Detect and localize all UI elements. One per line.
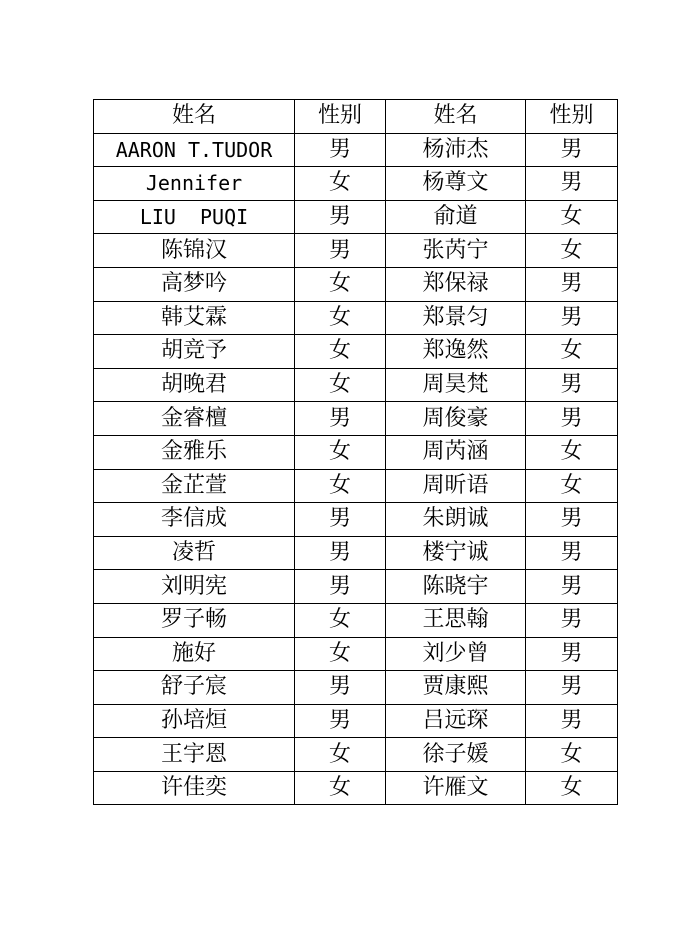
gender-right-cell: 男 — [526, 133, 618, 167]
name-right-cell: 王思翰 — [386, 603, 526, 637]
name-right-cell: 张芮宁 — [386, 234, 526, 268]
table-row — [94, 267, 618, 301]
gender-left-cell: 女 — [295, 771, 386, 805]
name-right-cell: 楼宁诚 — [386, 536, 526, 570]
gender-right-cell: 男 — [526, 704, 618, 738]
header-name-right: 姓名 — [386, 100, 526, 134]
gender-left-cell: 女 — [295, 435, 386, 469]
gender-left-cell: 男 — [295, 536, 386, 570]
name-right-cell: 郑景匀 — [386, 301, 526, 335]
table-row — [94, 435, 618, 469]
name-left-cell: 孙培烜 — [94, 704, 295, 738]
name-right-cell: 杨尊文 — [386, 167, 526, 201]
gender-right-cell: 女 — [526, 335, 618, 369]
name-left-cell: 胡竞予 — [94, 335, 295, 369]
table-body — [94, 133, 618, 805]
name-left-cell: 施好 — [94, 637, 295, 671]
name-left-cell: 许佳奕 — [94, 771, 295, 805]
gender-left-cell: 女 — [295, 368, 386, 402]
name-left-cell: Jennifer — [94, 167, 295, 201]
gender-left-cell: 女 — [295, 603, 386, 637]
gender-left-cell: 女 — [295, 267, 386, 301]
gender-right-cell: 男 — [526, 167, 618, 201]
table-row — [94, 234, 618, 268]
gender-left-cell: 男 — [295, 200, 386, 234]
name-right-cell: 俞道 — [386, 200, 526, 234]
table-header-row — [94, 100, 618, 134]
name-right-cell: 陈晓宇 — [386, 570, 526, 604]
table-row — [94, 536, 618, 570]
table-row — [94, 335, 618, 369]
gender-left-cell: 男 — [295, 671, 386, 705]
name-left-cell: 凌哲 — [94, 536, 295, 570]
gender-right-cell: 男 — [526, 402, 618, 436]
gender-right-cell: 男 — [526, 503, 618, 537]
gender-left-cell: 男 — [295, 570, 386, 604]
name-left-cell: 李信成 — [94, 503, 295, 537]
table-row — [94, 503, 618, 537]
header-gender-right: 性别 — [526, 100, 618, 134]
name-right-cell: 贾康熙 — [386, 671, 526, 705]
name-right-cell: 周芮涵 — [386, 435, 526, 469]
name-left-cell: 胡晚君 — [94, 368, 295, 402]
name-left-cell: 金睿檀 — [94, 402, 295, 436]
gender-right-cell: 男 — [526, 637, 618, 671]
gender-left-cell: 男 — [295, 133, 386, 167]
gender-left-cell: 男 — [295, 234, 386, 268]
gender-right-cell: 女 — [526, 200, 618, 234]
name-right-cell: 朱朗诚 — [386, 503, 526, 537]
name-left-cell: 金雅乐 — [94, 435, 295, 469]
name-right-cell: 郑逸然 — [386, 335, 526, 369]
table-row — [94, 704, 618, 738]
header-name-left: 姓名 — [94, 100, 295, 134]
gender-right-cell: 男 — [526, 368, 618, 402]
name-right-cell: 郑保禄 — [386, 267, 526, 301]
gender-right-cell: 女 — [526, 738, 618, 772]
name-right-cell: 吕远琛 — [386, 704, 526, 738]
name-gender-table — [93, 99, 618, 805]
gender-left-cell: 男 — [295, 503, 386, 537]
gender-left-cell: 女 — [295, 301, 386, 335]
gender-right-cell: 女 — [526, 469, 618, 503]
table-row — [94, 570, 618, 604]
table-row — [94, 738, 618, 772]
table-row — [94, 771, 618, 805]
gender-right-cell: 男 — [526, 570, 618, 604]
name-left-cell: 金芷萱 — [94, 469, 295, 503]
gender-left-cell: 女 — [295, 637, 386, 671]
gender-right-cell: 男 — [526, 267, 618, 301]
name-right-cell: 周昕语 — [386, 469, 526, 503]
table-row — [94, 301, 618, 335]
name-left-cell: LIU PUQI — [94, 200, 295, 234]
name-right-cell: 杨沛杰 — [386, 133, 526, 167]
gender-left-cell: 女 — [295, 469, 386, 503]
gender-right-cell: 女 — [526, 435, 618, 469]
gender-right-cell: 男 — [526, 536, 618, 570]
name-right-cell: 许雁文 — [386, 771, 526, 805]
gender-left-cell: 女 — [295, 167, 386, 201]
gender-right-cell: 男 — [526, 671, 618, 705]
name-right-cell: 徐子媛 — [386, 738, 526, 772]
name-left-cell: 韩艾霖 — [94, 301, 295, 335]
name-right-cell: 刘少曾 — [386, 637, 526, 671]
name-right-cell: 周俊豪 — [386, 402, 526, 436]
name-left-cell: 陈锦汉 — [94, 234, 295, 268]
table-row — [94, 133, 618, 167]
name-left-cell: AARON T.TUDOR — [94, 133, 295, 167]
gender-left-cell: 女 — [295, 738, 386, 772]
header-gender-left: 性别 — [295, 100, 386, 134]
gender-right-cell: 男 — [526, 301, 618, 335]
name-left-cell: 王宇恩 — [94, 738, 295, 772]
name-left-cell: 刘明宪 — [94, 570, 295, 604]
gender-right-cell: 女 — [526, 234, 618, 268]
table-row — [94, 603, 618, 637]
gender-left-cell: 男 — [295, 704, 386, 738]
table-row — [94, 671, 618, 705]
table-row — [94, 200, 618, 234]
gender-right-cell: 男 — [526, 603, 618, 637]
table-row — [94, 637, 618, 671]
table-row — [94, 368, 618, 402]
gender-left-cell: 男 — [295, 402, 386, 436]
table-row — [94, 167, 618, 201]
gender-left-cell: 女 — [295, 335, 386, 369]
table-row — [94, 402, 618, 436]
gender-right-cell: 女 — [526, 771, 618, 805]
name-right-cell: 周昊梵 — [386, 368, 526, 402]
table-row — [94, 469, 618, 503]
name-left-cell: 高梦吟 — [94, 267, 295, 301]
name-left-cell: 舒子宸 — [94, 671, 295, 705]
name-left-cell: 罗子畅 — [94, 603, 295, 637]
